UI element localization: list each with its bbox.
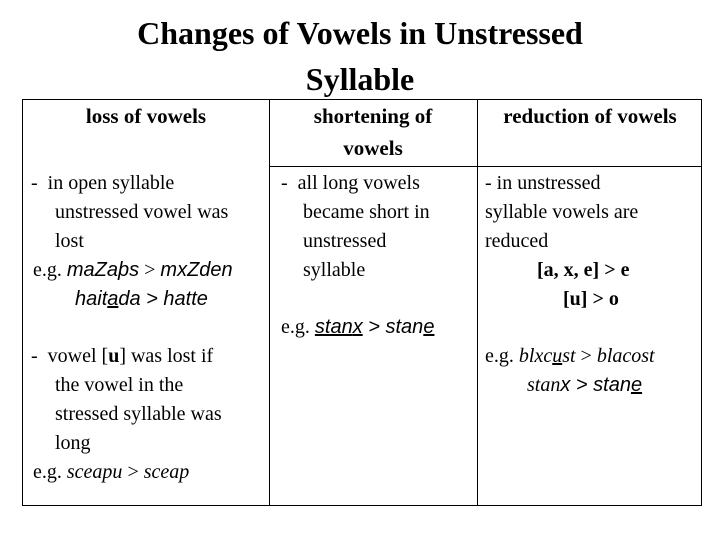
eg-prefix: e.g.	[33, 461, 67, 483]
loss-item2-line3: stressed syllable was	[55, 403, 222, 425]
example-word-part: stan	[385, 316, 424, 338]
loss-item1-line3: lost	[55, 230, 84, 252]
example-word: maZaþs	[66, 259, 140, 281]
example-word: blacost	[596, 345, 655, 367]
example-word-part: da > hatte	[118, 288, 208, 310]
example-word: mxZden	[160, 259, 233, 281]
example-word: sceapu	[66, 461, 123, 483]
title-line-1: Changes of Vowels in Unstressed	[137, 15, 583, 51]
example-word-part: hait	[75, 288, 108, 310]
page-title	[0, 10, 720, 102]
loss-item1-line2: unstressed vowel was	[55, 201, 229, 223]
reduction-rule1: [a, x, e] > e	[537, 259, 630, 281]
header-divider	[269, 166, 701, 167]
example-word-part: stan	[593, 374, 631, 396]
header-loss-of-vowels: loss of vowels	[85, 104, 207, 128]
reduction-example2	[527, 371, 642, 400]
title-line-2: Syllable	[305, 61, 415, 97]
example-arrow: >	[575, 345, 597, 367]
text-part: ] was lost if	[119, 345, 214, 367]
eg-prefix: e.g.	[281, 316, 315, 338]
example-word: sceap	[143, 461, 190, 483]
eg-prefix: e.g.	[33, 259, 67, 281]
example-underlined-vowel: a	[107, 288, 119, 310]
loss-item1-line1: - in open syllable	[31, 172, 175, 194]
example-word-part: st	[562, 345, 576, 367]
example-word-part: x	[352, 316, 363, 338]
shortening-line3: unstressed	[303, 230, 387, 252]
example-arrow: >	[570, 374, 594, 396]
header-reduction-of-vowels: reduction of vowels	[503, 104, 677, 128]
shortening-line1: - all long vowels	[281, 172, 420, 194]
header-shortening-line1: shortening of	[313, 104, 433, 128]
vowel-changes-table	[22, 99, 702, 506]
example-word-underlined	[315, 316, 363, 338]
bold-vowel: u	[108, 345, 120, 367]
reduction-line1: - in unstressed	[485, 172, 601, 194]
text-part: - vowel [	[31, 345, 109, 367]
example-arrow: >	[362, 316, 386, 338]
example-underlined-vowel: e	[423, 316, 435, 338]
example-word-part: stan	[527, 374, 561, 396]
shortening-example	[281, 313, 434, 342]
reduction-rule2: [u] > o	[563, 288, 619, 310]
eg-prefix: e.g.	[485, 345, 519, 367]
loss-item2-example	[33, 458, 189, 487]
loss-item1-example	[33, 256, 233, 285]
header-shortening-line2: vowels	[343, 136, 403, 160]
loss-item1-example2	[75, 285, 208, 314]
column-divider-2	[477, 100, 478, 505]
example-underlined-vowel: e	[630, 374, 643, 396]
reduction-line3: reduced	[485, 230, 549, 252]
shortening-line2: became short in	[303, 201, 430, 223]
example-word-part: x	[560, 374, 571, 396]
reduction-line2: syllable vowels are	[485, 201, 639, 223]
example-word-part: stan	[314, 316, 353, 338]
example-arrow: >	[139, 259, 161, 281]
example-word-part: blxc	[518, 345, 553, 367]
reduction-example1	[485, 342, 655, 371]
loss-item2-line1	[31, 342, 213, 371]
example-arrow: >	[122, 461, 144, 483]
loss-item2-line4: long	[55, 432, 91, 454]
example-underlined-vowel: u	[552, 345, 563, 367]
shortening-line4: syllable	[303, 259, 366, 281]
loss-item2-line2: the vowel in the	[55, 374, 184, 396]
